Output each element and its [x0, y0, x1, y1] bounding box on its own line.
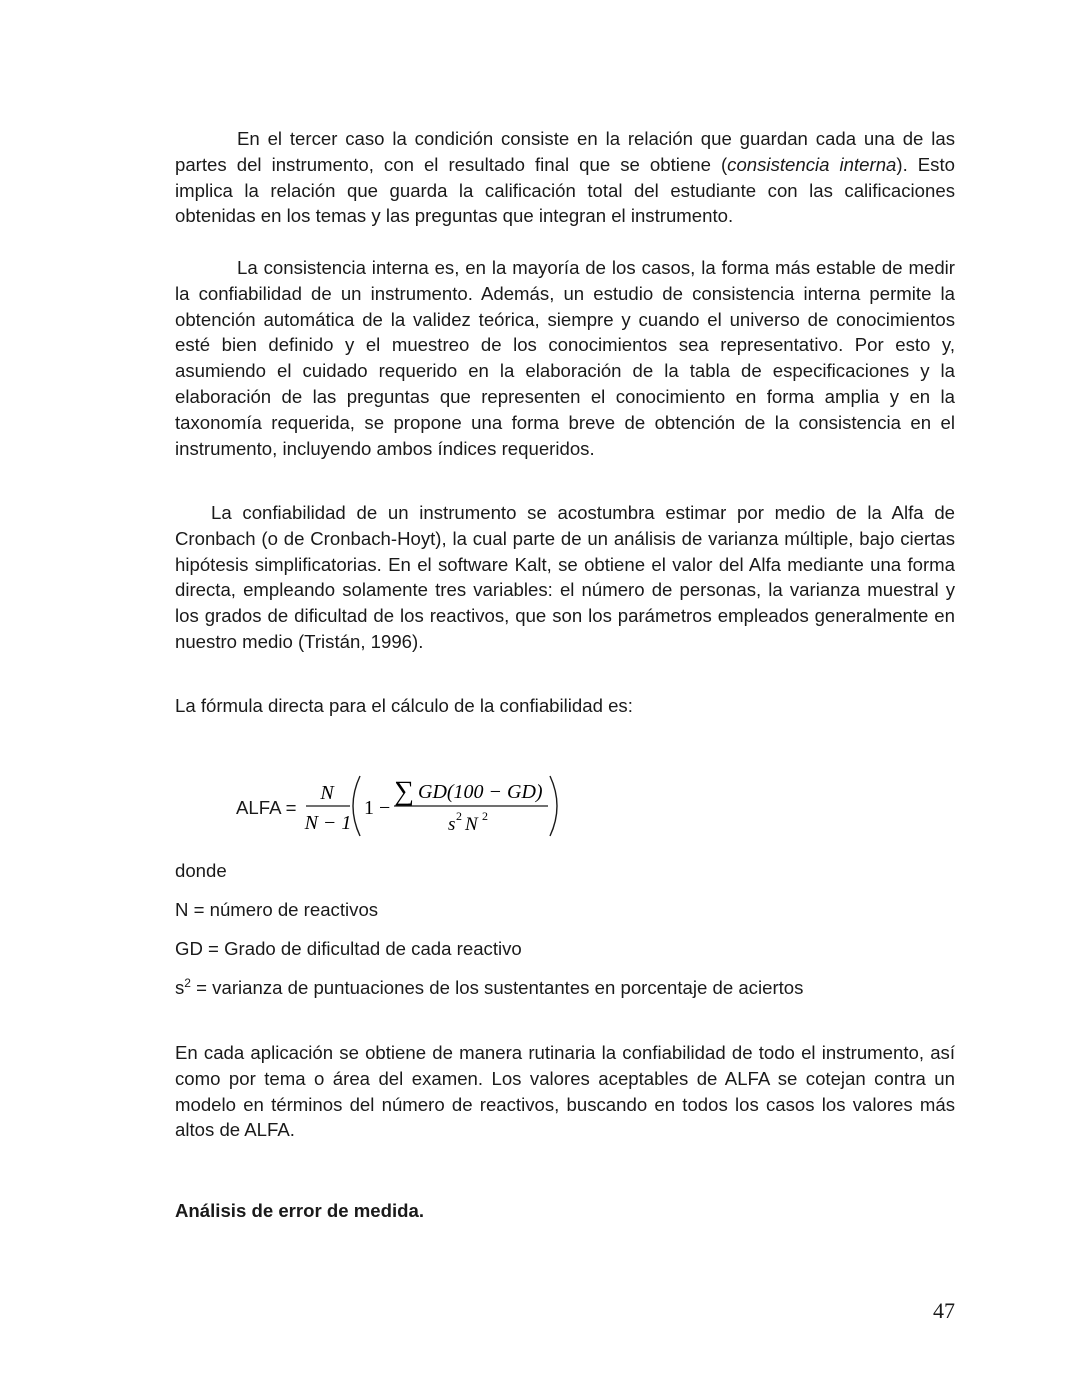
sigma-symbol: ∑ — [394, 776, 414, 807]
section-heading: Análisis de error de medida. — [175, 1200, 425, 1221]
italic-term: consistencia interna — [727, 153, 897, 175]
left-numerator: N — [320, 782, 334, 804]
one-minus: 1 − — [364, 797, 391, 819]
formula-intro: La fórmula directa para el cálculo de la confiabilidad es: — [175, 695, 633, 716]
definition-n: N = número de reactivos — [175, 899, 379, 920]
s-exponent: 2 — [184, 976, 191, 990]
left-parenthesis — [353, 776, 360, 836]
definition-s2 — [175, 975, 803, 1001]
paragraph-internal-consistency: La consistencia interna es, en la mayoría de los casos, la forma más estable de medir la confiabilidad de un instrumento. Además, un estudio de consistencia interna permite la obtención automática de la validez teórica, siempre y cuando el universo de conocimientos esté bien definido y el muestreo de los conocimientos sea representativo. Por esto y, asumiendo el cuidado requerido en la elaboración de la tabla de especificaciones y la elaboración de las preguntas que representen el conocimiento en forma amplia y en la taxonomía requerida, se propone una forma breve de obtención de la consistencia en el instrumento, incluyendo ambos índices requeridos. — [175, 257, 955, 459]
s-symbol: s — [175, 977, 185, 998]
page-number: 47 — [933, 1298, 955, 1323]
formula-expression — [236, 770, 576, 842]
paragraph-text-end: ). Esto implica la relación que guarda la calificación total del estudiante con las calificaciones obtenidas en los temas y las preguntas que integran el instrumento. — [175, 153, 955, 227]
paragraph-text: En el tercer caso la condición consiste en la relación que guardan cada una de las partes del instrumento, con el resultado final que se obtiene ( — [175, 128, 955, 175]
paragraph-cronbach-alpha: La confiabilidad de un instrumento se acostumbra estimar por medio de la Alfa de Cronbach (o de Cronbach-Hoyt), la cual parte de un análisis de varianza múltiple, bajo ciertas hipótesis simplificatorias. En el software Kalt, se obtiene el valor del Alfa mediante una forma directa, empleando solamente tres variables: el número de personas, la varianza muestral y los grados de dificultad de los reactivos, que son los parámetros empleados generalmente en nuestro medio (Tristán, 1996). — [175, 502, 955, 652]
right-denominator-n: N — [465, 814, 478, 835]
definitions-intro: donde — [175, 860, 227, 881]
left-denominator: N − 1 — [304, 812, 352, 834]
paragraph-internal-consistency-case — [175, 126, 955, 229]
paragraph-alfa-application: En cada aplicación se obtiene de manera rutinaria la confiabilidad de todo el instrumento, así como por tema o área del examen. Los valores aceptables de ALFA se cotejan contra un modelo en términos del número de reactivos, buscando en todos los casos los valores más altos de ALFA. — [175, 1042, 955, 1141]
right-parenthesis — [550, 776, 557, 836]
right-denominator-s-exponent: 2 — [456, 809, 462, 823]
right-numerator: GD(100 − GD) — [418, 781, 543, 803]
right-denominator-s: s — [448, 814, 456, 835]
definition-gd: GD = Grado de dificultad de cada reactivo — [175, 938, 522, 959]
s2-description: = varianza de puntuaciones de los sustentantes en porcentaje de aciertos — [190, 977, 804, 998]
right-denominator-n-exponent: 2 — [482, 809, 488, 823]
alpha-formula — [236, 770, 576, 842]
formula-label: ALFA = — [236, 797, 297, 818]
